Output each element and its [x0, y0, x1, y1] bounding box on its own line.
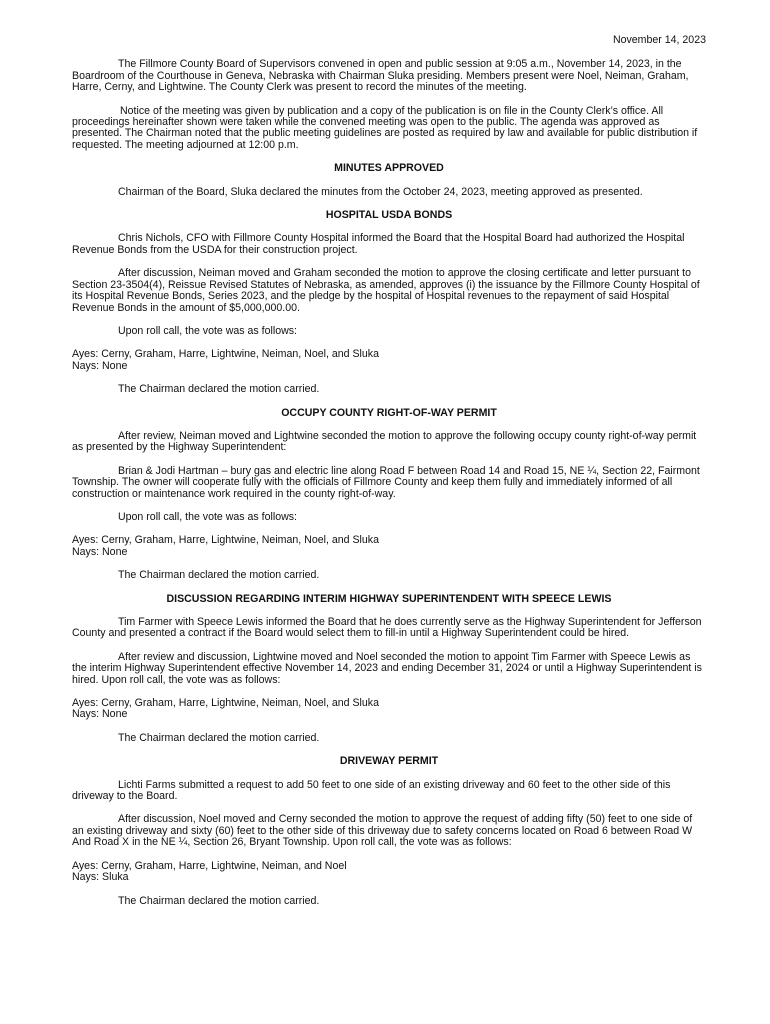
- section-heading-hospital: HOSPITAL USDA BONDS: [325, 209, 453, 222]
- section-heading-driveway: DRIVEWAY PERMIT: [339, 755, 439, 768]
- hospital-vote: [72, 349, 706, 372]
- meeting-date: November 14, 2023: [612, 34, 706, 46]
- row-nays: Nays: None: [72, 545, 128, 558]
- driveway-ayes: Ayes: Cerny, Graham, Harre, Lightwine, Neiman, and Noel: [72, 859, 347, 872]
- row-ayes: Ayes: Cerny, Graham, Harre, Lightwine, Neiman, Noel, and Sluka: [72, 534, 379, 547]
- minutes-paragraph: Chairman of the Board, Sluka declared the minutes from the October 24, 2023, meeting approved as presented.: [118, 185, 643, 198]
- interim-ayes: Ayes: Cerny, Graham, Harre, Lightwine, Neiman, Noel, and Sluka: [72, 697, 379, 710]
- row-declared: The Chairman declared the motion carried.: [118, 569, 320, 582]
- interim-nays: Nays: None: [72, 708, 128, 721]
- interim-paragraph-2: After review and discussion, Lightwine moved and Noel seconded the motion to appoint Tim Farmer with Speece Lewis as the interim Highway Superintendent effective November 14, 2023 and ending December 31, 2024 or until a Highway Superintendent is hired. Upon roll call, the vote was as follows:: [72, 650, 702, 686]
- row-rollcall: Upon roll call, the vote was as follows:: [118, 510, 297, 523]
- hospital-paragraph-1: Chris Nichols, CFO with Fillmore County Hospital informed the Board that the Hospital Board had authorized the Hospital Revenue Bonds from the USDA for their construction project.: [72, 232, 685, 256]
- section-heading-right-of-way: OCCUPY COUNTY RIGHT-OF-WAY PERMIT: [281, 406, 497, 419]
- interim-declared: The Chairman declared the motion carried.: [118, 731, 320, 744]
- document-page: [72, 35, 706, 919]
- section-heading-minutes: MINUTES APPROVED: [334, 162, 444, 175]
- driveway-declared: The Chairman declared the motion carried.: [118, 894, 320, 907]
- hospital-declared: The Chairman declared the motion carried.: [118, 383, 320, 396]
- notice-paragraph: Notice of the meeting was given by publication and a copy of the publication is on file in the County Clerk’s office. All proceedings hereinafter shown were taken while the convened meeting was open to the public. The agenda was approved as presented. The Chairman noted that the public meeting guidelines are posted as required by law and available for public distribution if requested. The meeting adjourned at 12:00 p.m.: [72, 104, 698, 151]
- interim-paragraph-1: Tim Farmer with Speece Lewis informed the Board that he does currently serve as the Highway Superintendent for Jefferson County and presented a contract if the Board would select them to fill-in until a Highway Superintendent could be hired.: [72, 616, 702, 640]
- section-heading-interim: DISCUSSION REGARDING INTERIM HIGHWAY SUPERINTENDENT WITH SPEECE LEWIS: [166, 592, 612, 605]
- row-paragraph-1: After review, Neiman moved and Lightwine seconded the motion to approve the following occupy county right-of-way permit as presented by the Highway Superintendent:: [72, 429, 697, 454]
- hospital-paragraph-2: After discussion, Neiman moved and Graham seconded the motion to approve the closing certificate and letter pursuant to Section 23-3504(4), Reissue Revised Statutes of Nebraska, as amended, approves (i) the issuance by the Fillmore County Hospital of its Hospital Revenue Bonds, Series 2023, and the pledge by the hospital of Hospital revenues to the repayment of said Hospital Revenue Bonds in the amount of $5,000,000.00.: [72, 267, 700, 314]
- interim-vote: [72, 698, 706, 721]
- hospital-nays: Nays: None: [72, 359, 128, 372]
- driveway-vote: [72, 861, 706, 884]
- driveway-nays: Nays: Sluka: [72, 871, 129, 884]
- driveway-paragraph-1: Lichti Farms submitted a request to add 50 feet to one side of an existing driveway and 60 feet to the other side of this driveway to the Board.: [72, 778, 671, 803]
- intro-paragraph: The Fillmore County Board of Supervisors convened in open and public session at 9:05 a.m., November 14, 2023, in the Boardroom of the Courthouse in Geneva, Nebraska with Chairman Sluka presiding. Members present were Noel, Neiman, Graham, Harre, Cerny, and Lightwine. The County Clerk was present to record the minutes of the meeting.: [72, 58, 689, 94]
- hospital-ayes: Ayes: Cerny, Graham, Harre, Lightwine, Neiman, Noel, and Sluka: [72, 348, 379, 361]
- row-paragraph-2: Brian & Jodi Hartman – bury gas and electric line along Road F between Road 14 and Road 15, NE ¼, Section 22, Fairmont Township. The owner will cooperate fully with the officials of Fillmore County and keep them fully and immediately informed of all construction or maintenance work required in the county right-of-way.: [72, 464, 700, 500]
- hospital-rollcall: Upon roll call, the vote was as follows:: [118, 324, 297, 337]
- row-vote: [72, 535, 706, 558]
- driveway-paragraph-2: After discussion, Noel moved and Cerny seconded the motion to approve the request of adding fifty (50) feet to one side of an existing driveway and sixty (60) feet to the other side of this driveway due to safety concerns located on Road 6 between Road W And Road X in the NE ¼, Section 26, Bryant Township. Upon roll call, the vote was as follows:: [72, 813, 693, 849]
